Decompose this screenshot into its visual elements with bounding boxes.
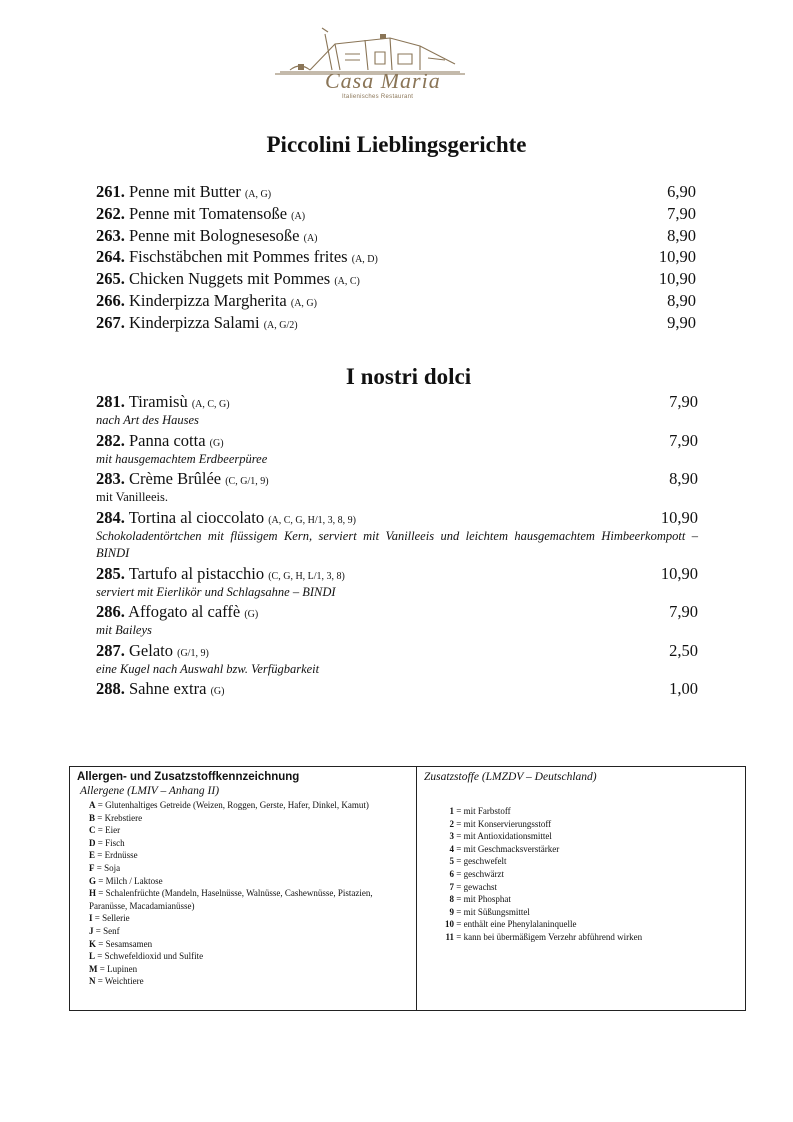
item-allergens: (A, C, G) [191, 399, 230, 410]
item-price: 6,90 [667, 182, 696, 201]
dessert-item [96, 391, 698, 430]
item-price: 2,50 [669, 640, 698, 660]
allergen-entry [89, 925, 412, 938]
additive-text: = enthält eine Phenylalaninquelle [456, 919, 577, 930]
additive-text: = mit Konservierungsstoff [456, 818, 552, 829]
additive-code: 1 [449, 806, 454, 816]
allergen-code: E [89, 850, 96, 861]
menu-item [96, 181, 696, 203]
item-allergens: (A) [303, 232, 318, 244]
additive-text: = mit Geschmacksverstärker [456, 843, 560, 854]
additive-code: 10 [445, 919, 454, 930]
item-number: 283. [96, 469, 125, 488]
item-name: Chicken Nuggets mit Pommes [129, 269, 331, 289]
item-description: serviert mit Eierlikör und Schlagsahne – BINDI [96, 584, 336, 599]
item-number: 281. [96, 392, 125, 411]
allergen-legend-table [69, 766, 746, 1011]
item-number: 263. [96, 225, 125, 245]
allergen-entry [89, 849, 412, 862]
menu-item [96, 225, 696, 247]
item-number: 267. [96, 312, 125, 332]
menu-item [96, 290, 696, 312]
dessert-line [96, 678, 698, 699]
item-allergens: (A) [291, 210, 306, 222]
allergen-code: N [89, 976, 96, 987]
allergen-entry [89, 862, 412, 875]
allergen-entry [89, 912, 412, 925]
item-number: 284. [96, 507, 125, 527]
item-price: 8,90 [669, 469, 698, 488]
dessert-item [96, 507, 698, 563]
item-price: 7,90 [669, 602, 698, 621]
allergen-text: = Fisch [97, 837, 125, 848]
allergen-code: G [89, 875, 97, 886]
dessert-item [96, 640, 698, 679]
additive-entry [434, 843, 741, 856]
item-price: 10,90 [660, 507, 698, 527]
item-allergens: (C, G/1, 9) [225, 476, 269, 487]
allergen-entry [89, 875, 412, 888]
item-allergens: (A, C) [334, 276, 360, 288]
allergen-code: M [89, 963, 98, 974]
dessert-line [96, 468, 698, 489]
item-number: 288. [96, 679, 125, 698]
item-allergens: (A, D) [351, 254, 378, 266]
allergen-text: = Eier [97, 825, 121, 836]
allergen-code: B [89, 812, 96, 823]
additive-heading: Zusatzstoffe (LMZDV – Deutschland) [424, 771, 597, 783]
item-name: Fischstäbchen mit Pommes frites [129, 247, 348, 267]
item-number: 287. [96, 640, 125, 660]
item-name: Penne mit Butter [129, 182, 241, 201]
allergen-text: = Sesamsamen [98, 938, 153, 949]
item-number: 285. [96, 563, 125, 583]
additive-entry [434, 830, 741, 843]
item-price: 9,90 [667, 312, 696, 332]
item-price: 1,00 [669, 679, 698, 698]
dessert-item [96, 563, 698, 602]
item-name: Crème Brûlée [129, 469, 222, 488]
logo-wordmark: Casa Maria [325, 68, 441, 93]
allergen-entry [89, 975, 412, 988]
allergen-code: C [89, 825, 96, 836]
allergen-text: = Krebstiere [97, 812, 143, 823]
additive-entry [434, 868, 741, 881]
item-allergens: (G) [210, 686, 225, 697]
item-price: 7,90 [669, 392, 698, 411]
additive-entry [434, 893, 741, 906]
item-allergens: (C, G, H, L/1, 3, 8) [268, 570, 345, 582]
dessert-line [96, 640, 698, 661]
additive-column [417, 767, 745, 1010]
allergen-text: = Erdnüsse [97, 850, 138, 861]
allergen-text: = Glutenhaltiges Getreide (Weizen, Roggen, Gerste, Hafer, Dinkel, Kamut) [97, 800, 369, 810]
item-description: eine Kugel nach Auswahl bzw. Verfügbarkeit [96, 661, 320, 676]
dessert-line [96, 563, 698, 584]
allergen-code: F [89, 862, 95, 873]
allergen-text: = Soja [96, 862, 121, 873]
item-description: mit Baileys [96, 623, 152, 637]
allergen-code: K [89, 938, 97, 949]
additive-code: 11 [445, 931, 454, 942]
menu-item [96, 203, 696, 225]
item-allergens: (A, G) [244, 189, 272, 200]
allergen-text: = Weichtiere [97, 976, 144, 987]
dessert-line [96, 430, 698, 451]
allergen-code: H [89, 888, 97, 899]
allergen-code: D [89, 837, 96, 848]
allergen-entry [89, 812, 412, 825]
allergen-entry [89, 887, 412, 912]
allergen-code: I [89, 913, 93, 924]
allergen-code: J [89, 925, 94, 936]
allergen-entry [89, 824, 412, 837]
dessert-menu-list [96, 391, 698, 699]
dessert-item [96, 601, 698, 640]
section-title-kids: Piccolini Lieblingsgerichte [266, 132, 527, 157]
item-price: 7,90 [667, 203, 696, 223]
allergen-text: = Sellerie [94, 913, 130, 924]
item-price: 7,90 [669, 430, 698, 450]
additive-entry [434, 906, 741, 919]
additive-code: 9 [449, 906, 454, 917]
dessert-item [96, 468, 698, 507]
additive-text: = geschwefelt [456, 856, 507, 867]
item-name: Tartufo al pistacchio [128, 563, 265, 583]
restaurant-logo [270, 24, 470, 114]
item-price: 8,90 [667, 290, 696, 310]
item-name: Penne mit Bolognesesoße [129, 225, 300, 245]
additive-code: 6 [449, 868, 454, 879]
item-name: Kinderpizza Margherita [129, 290, 287, 310]
item-number: 282. [96, 430, 125, 450]
allergen-entry [89, 950, 412, 963]
additive-code: 5 [449, 856, 454, 867]
additive-text: = mit Phosphat [456, 894, 511, 905]
item-description: mit hausgemachtem Erdbeerpüree [96, 451, 268, 466]
additive-list [434, 805, 741, 944]
dessert-line [96, 601, 698, 622]
allergen-text: = Senf [95, 925, 120, 936]
dessert-item [96, 430, 698, 469]
additive-entry [434, 918, 741, 931]
allergen-text: = Schwefeldioxid und Sulfite [97, 951, 204, 962]
allergen-entry [89, 837, 412, 850]
section-title-desserts: I nostri dolci [345, 364, 472, 389]
item-price: 10,90 [658, 247, 696, 267]
dessert-line [96, 391, 698, 412]
item-price: 8,90 [667, 225, 696, 245]
additive-entry [434, 931, 741, 944]
allergen-entry [89, 938, 412, 951]
item-allergens: (G/1, 9) [177, 647, 209, 659]
item-name: Penne mit Tomatensoße [129, 203, 288, 223]
additive-code: 4 [449, 843, 454, 854]
item-description: nach Art des Hauses [96, 413, 199, 427]
item-name: Sahne extra [129, 679, 207, 698]
allergen-text: = Lupinen [99, 963, 138, 974]
legend-heading: Allergen- und Zusatzstoffkennzeichnung [77, 771, 300, 783]
logo-subtitle: Italienisches Restaurant [342, 94, 414, 100]
additive-entry [434, 818, 741, 831]
additive-text: = gewachst [456, 881, 498, 892]
kids-menu-list [96, 181, 696, 334]
item-allergens: (G) [244, 609, 259, 620]
menu-item [96, 246, 696, 268]
allergen-entry [89, 963, 412, 976]
item-number: 261. [96, 182, 125, 201]
additive-text: = mit Farbstoff [456, 806, 511, 816]
allergen-code: L [89, 951, 96, 962]
additive-code: 8 [449, 894, 454, 905]
item-allergens: (A, C, G, H/1, 3, 8, 9) [268, 514, 356, 526]
allergen-list [89, 799, 412, 988]
additive-text: = kann bei übermäßigem Verzehr abführend wirken [456, 931, 643, 942]
item-name: Gelato [129, 640, 173, 660]
item-name: Tortina al cioccolato [128, 507, 265, 527]
item-allergens: (A, G/2) [263, 319, 298, 331]
item-description: mit Vanilleeis. [96, 490, 168, 504]
additive-entry [434, 881, 741, 894]
additive-entry [434, 855, 741, 868]
allergen-subheading: Allergene (LMIV – Anhang II) [80, 785, 220, 797]
additive-code: 7 [449, 881, 454, 892]
item-number: 265. [96, 269, 125, 289]
dessert-line [96, 507, 698, 528]
additive-entry [434, 805, 741, 818]
allergen-column [70, 767, 417, 1010]
allergen-entry [89, 799, 412, 812]
allergen-text: = Milch / Laktose [98, 875, 163, 886]
item-price: 10,90 [658, 269, 696, 289]
allergen-code: A [89, 800, 96, 810]
item-allergens: (G) [209, 437, 224, 449]
item-description: Schokoladentörtchen mit flüssigem Kern, serviert mit Vanilleeis und leichtem hausgemachtem Himbeerkompott – BINDI [96, 528, 698, 560]
item-number: 266. [96, 290, 125, 310]
item-name: Panna cotta [129, 430, 206, 450]
additive-text: = mit Antioxidationsmittel [456, 831, 552, 842]
additive-text: = mit Süßungsmittel [456, 906, 530, 917]
additive-code: 3 [449, 831, 454, 842]
item-number: 264. [96, 247, 125, 267]
item-price: 10,90 [660, 563, 698, 583]
additive-text: = geschwärzt [456, 868, 505, 879]
additive-code: 2 [449, 818, 454, 829]
dessert-item [96, 678, 698, 699]
allergen-text: = Schalenfrüchte (Mandeln, Haselnüsse, Walnüsse, Cashewnüsse, Pistazien, Paranüsse, Macadamianüsse) [89, 888, 373, 911]
item-name: Affogato al caffè [128, 602, 241, 621]
item-number: 262. [96, 203, 125, 223]
item-number: 286. [96, 602, 125, 621]
item-name: Kinderpizza Salami [129, 312, 260, 332]
menu-item [96, 312, 696, 334]
menu-item [96, 268, 696, 290]
item-allergens: (A, G) [290, 297, 317, 309]
item-name: Tiramisù [128, 392, 188, 411]
